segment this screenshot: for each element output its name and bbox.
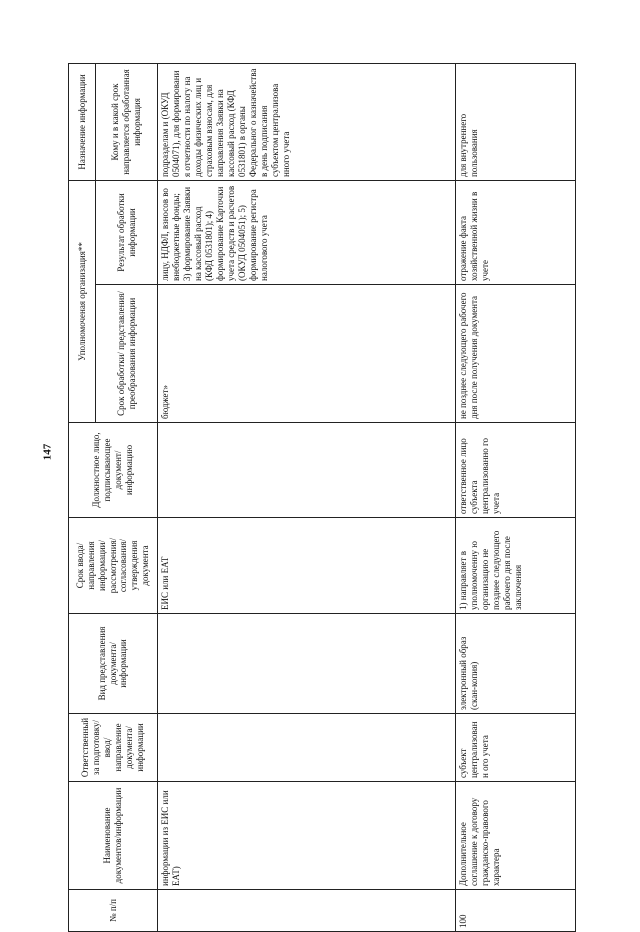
cell-org-result: отражение факта хозяйственной жизни в учете <box>456 181 576 285</box>
page-number-text: 147 <box>41 443 53 461</box>
cell-view <box>158 614 456 714</box>
cell-org-term: бюджет» <box>158 285 456 423</box>
header-deadline: Срок ввода/ направления информации/ рассмотрения/ согласования/ утверждения документа <box>69 518 158 614</box>
cell-deadline: ЕИС или ЕАТ <box>158 518 456 614</box>
header-responsible: Ответственный за подготовку/ ввод/ направление документа/ информации <box>69 714 158 782</box>
document-table <box>68 63 576 932</box>
cell-official: ответственное лицо субъекта централизованно го учета <box>456 423 576 518</box>
page-number <box>36 438 58 466</box>
header-row-1 <box>69 64 96 932</box>
cell-official <box>158 423 456 518</box>
cell-purpose: для внутреннего пользования <box>456 64 576 181</box>
cell-name: информации из ЕИС или ЕАТ) <box>158 782 456 890</box>
header-num: № п/п <box>69 890 158 932</box>
table-row <box>158 64 456 932</box>
cell-deadline: 1) направляет в уполномоченну ю организацию не позднее следующего рабочего дня после заключения <box>456 518 576 614</box>
cell-name: Дополнительное соглашение к договору гражданско-правового характера <box>456 782 576 890</box>
header-org-result: Результат обработки информации <box>96 181 158 285</box>
cell-view: электронный образ (скан-копия) <box>456 614 576 714</box>
header-name: Наименование документов/информации <box>69 782 158 890</box>
header-official: Должностное лицо, подписывающее документ/ информацию <box>69 423 158 518</box>
table-row <box>456 64 576 932</box>
cell-org-term: не позднее следующего рабочего дня после получения документа <box>456 285 576 423</box>
header-view: Вид представления документа/ информации <box>69 614 158 714</box>
header-org-term: Срок обработки/ представления/ преобразования информации <box>96 285 158 423</box>
document-table-container <box>68 64 571 932</box>
cell-purpose: подразделам и (ОКУД 0504071), для формировани я отчетности по налогу на доходы физических лиц и страховым взносам, для направления Заявки на кассовый расход (КФД 0531801) в органы Федеральног о казначейства в день подписания субъектом централизова нного учета <box>158 64 456 181</box>
cell-org-result: лицу, НДФЛ, взносов во внебюджетные фонды; 3) формирование Заявки на кассовый расход (КФД 0531801); 4) формирование Карточки учета средств и расчетов (ОКУД 0504051); 5) формирование регистра налогового учета <box>158 181 456 285</box>
cell-num <box>158 890 456 932</box>
header-purpose-group: Назначение информации <box>69 64 96 181</box>
header-org-group: Уполномоченая организация** <box>69 181 96 423</box>
cell-responsible: субъект централизованн ого учета <box>456 714 576 782</box>
cell-num: 100 <box>456 890 576 932</box>
cell-responsible <box>158 714 456 782</box>
header-purpose-sub: Кому и в какой срок направляется обработанная информация <box>96 64 158 181</box>
